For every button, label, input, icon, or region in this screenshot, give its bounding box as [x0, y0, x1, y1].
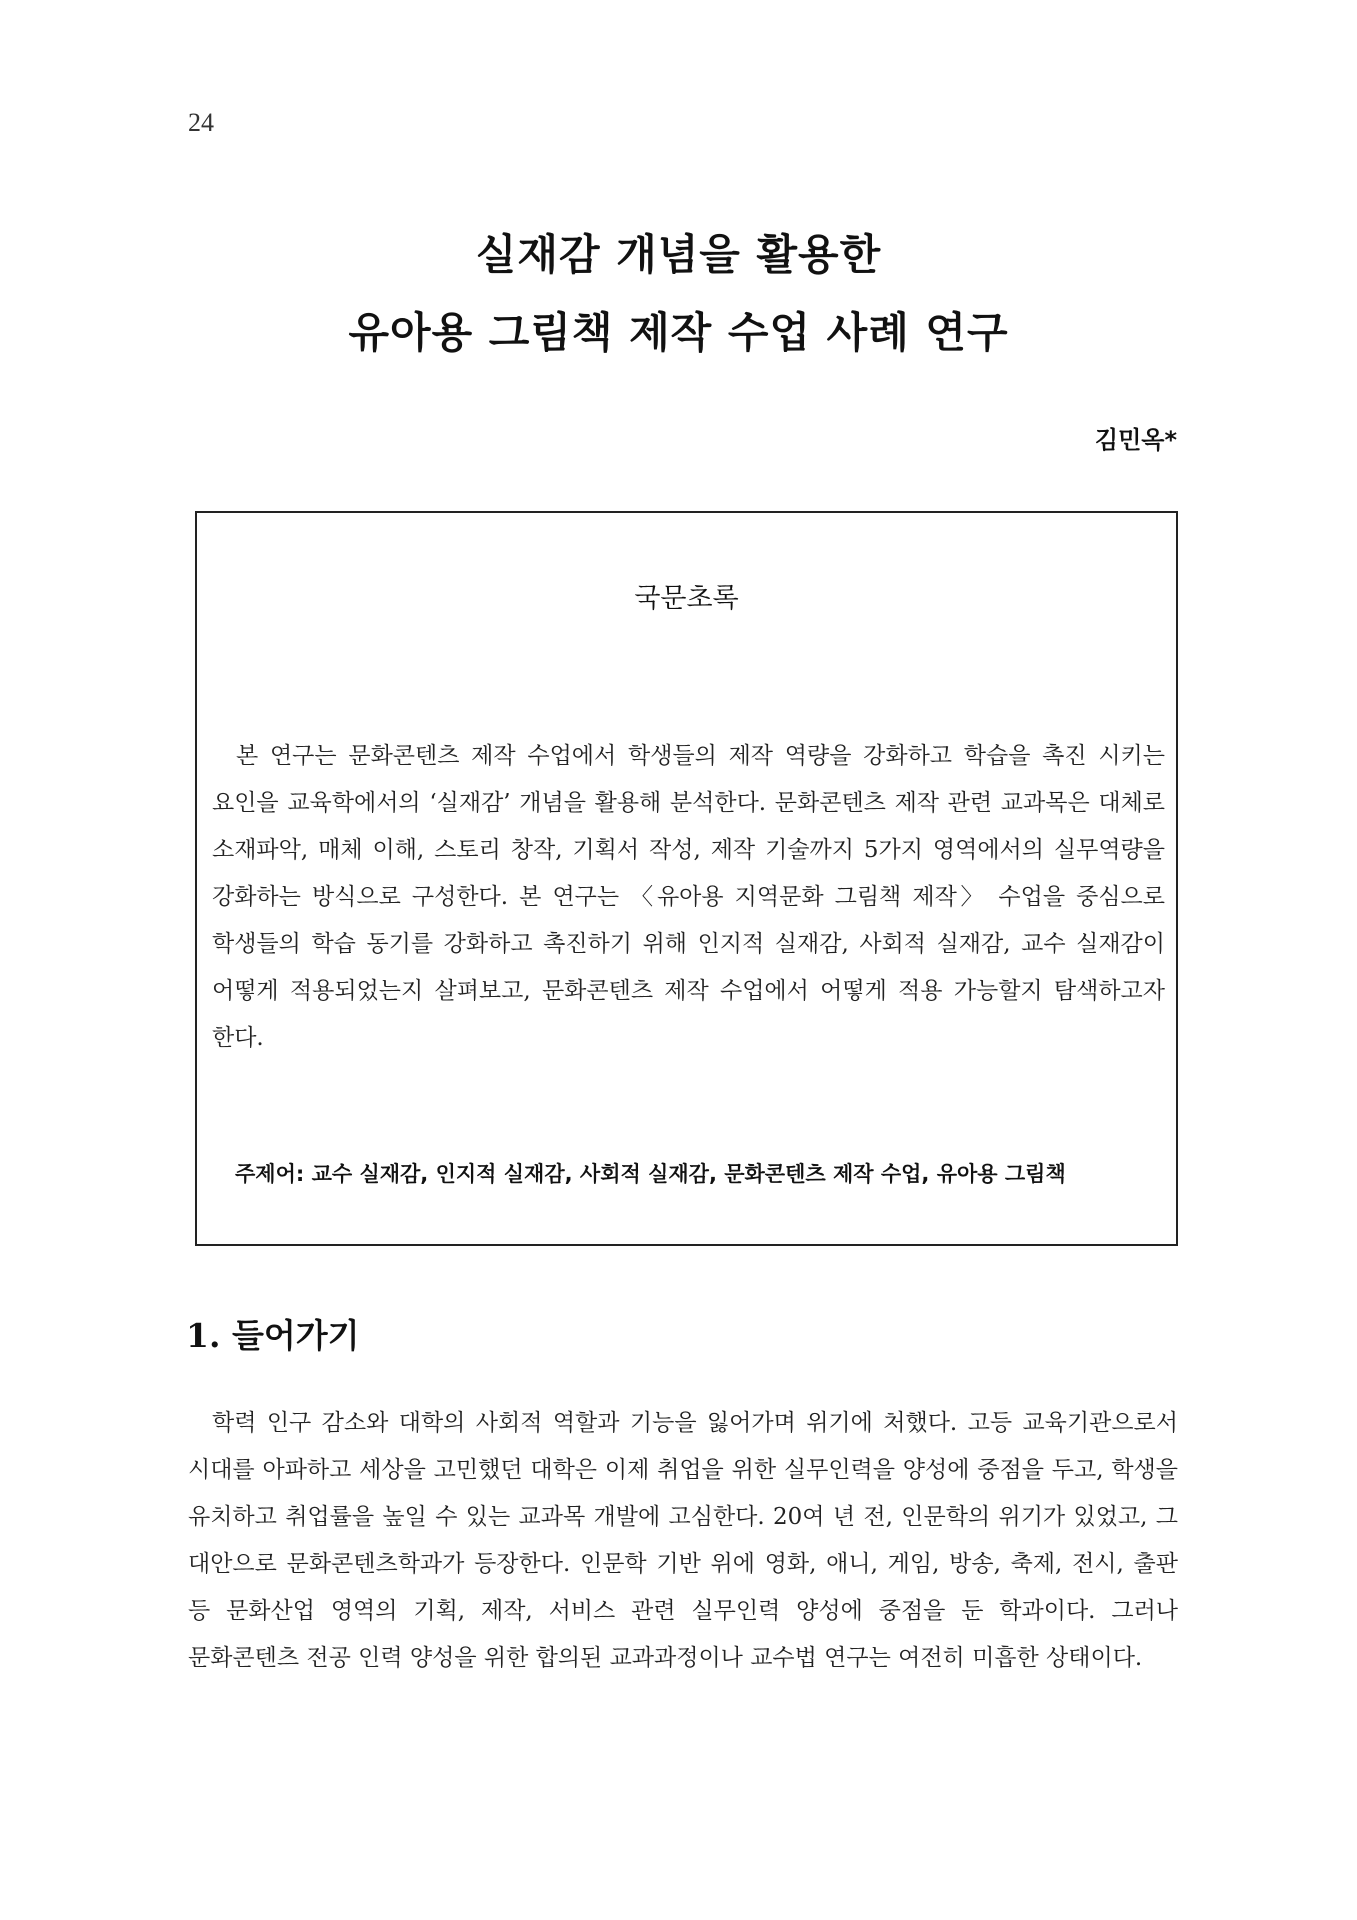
- abstract-box: [195, 511, 1178, 1246]
- abstract-keywords: 주제어: 교수 실재감, 인지적 실재감, 사회적 실재감, 문화콘텐츠 제작 수업, 유아용 그림책: [235, 1162, 1066, 1186]
- abstract-heading: 국문초록: [634, 583, 739, 614]
- section-body-introduction: 학력 인구 감소와 대학의 사회적 역할과 기능을 잃어가며 위기에 처했다. 고등 교육기관으로서 시대를 아파하고 세상을 고민했던 대학은 이제 취업을 위한 실무인력을 양성에 중점을 두고, 학생을 유치하고 취업률을 높일 수 있는 교과목 개발에 고심한다. 20여 년 전, 인문학의 위기가 있었고, 그 대안으로 문화콘텐츠학과가 등장한다. 인문학 기반 위에 영화, 애니, 게임, 방송, 축제, 전시, 출판 등 문화산업 영역의 기획, 제작, 서비스 관련 실무인력 양성에 중점을 둔 학과이다. 그러나 문화콘텐츠 전공 인력 양성을 위한 합의된 교과과정이나 교수법 연구는 여전히 미흡한 상태이다.: [188, 1410, 1178, 1671]
- abstract-body: 본 연구는 문화콘텐츠 제작 수업에서 학생들의 제작 역량을 강화하고 학습을 촉진 시키는 요인을 교육학에서의 ‘실재감’ 개념을 활용해 분석한다. 문화콘텐츠 제작 관련 교과목은 대체로 소재파악, 매체 이해, 스토리 창작, 기획서 작성, 제작 기술까지 5가지 영역에서의 실무역량을 강화하는 방식으로 구성한다. 본 연구는 〈유아용 지역문화 그림책 제작〉 수업을 중심으로 학생들의 학습 동기를 강화하고 촉진하기 위해 인지적 실재감, 사회적 실재감, 교수 실재감이 어떻게 적용되었는지 살펴보고, 문화콘텐츠 제작 수업에서 어떻게 적용 가능할지 탐색하고자 한다.: [212, 743, 1165, 1051]
- author-name: 김민옥*: [1094, 426, 1177, 454]
- page-number: 24: [188, 108, 214, 137]
- section-heading-introduction: 1. 들어가기: [186, 1316, 360, 1355]
- paper-title-line2: 유아용 그림책 제작 수업 사례 연구: [348, 308, 1009, 357]
- paper-title-line1: 실재감 개념을 활용한: [475, 230, 882, 279]
